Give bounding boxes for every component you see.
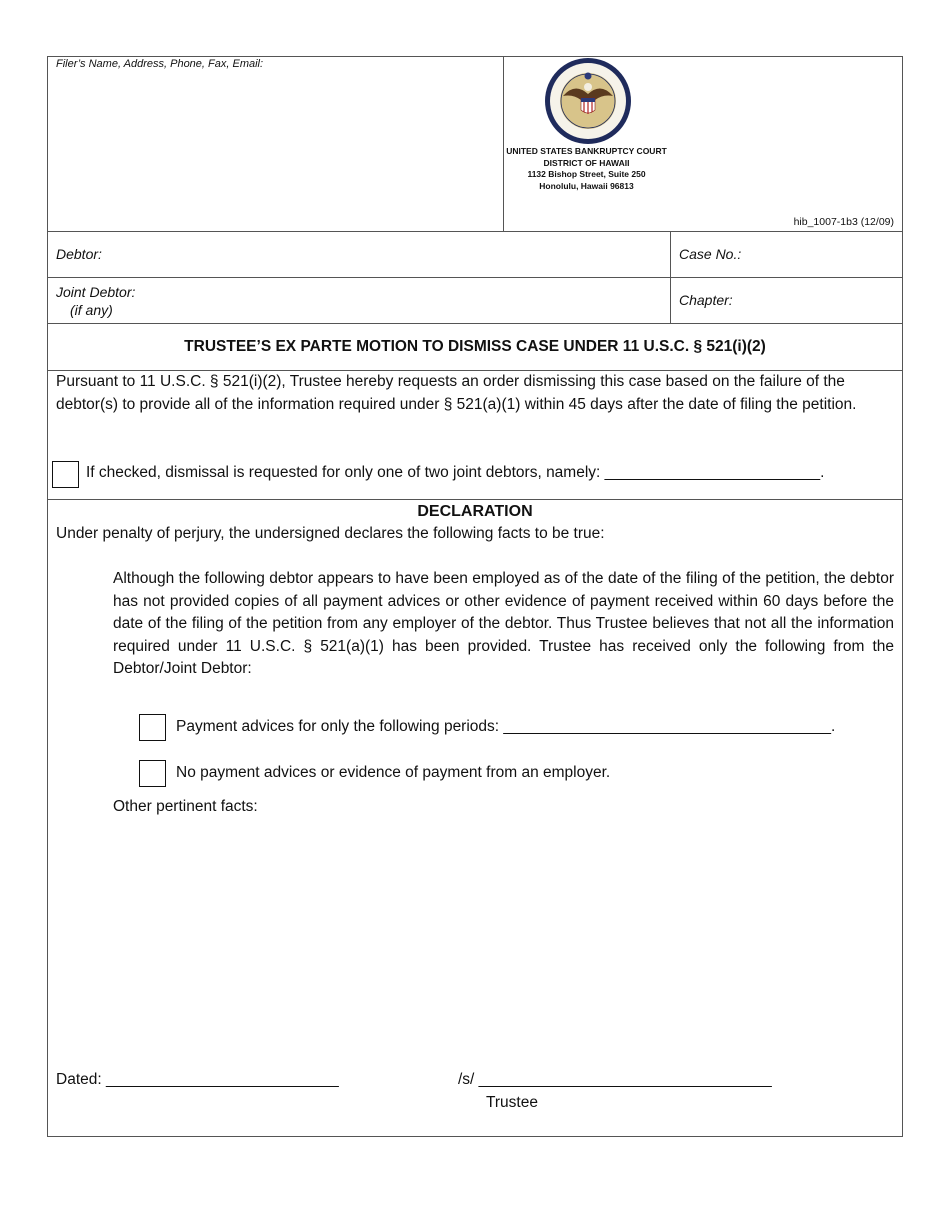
court-seal-icon (543, 56, 633, 146)
declaration-heading: DECLARATION (417, 503, 533, 520)
trustee-label: Trustee (486, 1094, 538, 1111)
dated-line[interactable]: Dated: ___________________________ (56, 1071, 339, 1088)
chapter-label: Chapter: (679, 292, 733, 308)
no-payment-label: No payment advices or evidence of payment from an employer. (176, 764, 611, 781)
filer-label: Filer’s Name, Address, Phone, Fax, Email: (56, 58, 264, 70)
rule (47, 231, 903, 232)
joint-debtor-checkbox-label: If checked, dismissal is requested for only one of two joint debtors, namely: _________________________. (86, 464, 825, 481)
no-payment-checkbox[interactable] (139, 760, 166, 787)
court-district: DISTRICT OF HAWAII (543, 157, 630, 168)
court-name: UNITED STATES BANKRUPTCY COURT (506, 146, 667, 156)
court-city: Honolulu, Hawaii 96813 (539, 180, 634, 191)
payment-periods-checkbox[interactable] (139, 714, 166, 741)
debtor-label: Debtor: (56, 246, 102, 262)
court-name-block (503, 146, 670, 192)
field-divider (670, 231, 671, 323)
joint-debtor-checkbox[interactable] (52, 461, 79, 488)
form-id: hib_1007-1b3 (12/09) (793, 216, 894, 228)
joint-debtor-label: Joint Debtor: (56, 284, 136, 300)
other-facts-label: Other pertinent facts: (113, 798, 258, 815)
declaration-intro: Under penalty of perjury, the undersigned declares the following facts to be true: (56, 525, 605, 542)
payment-periods-label: Payment advices for only the following periods: ______________________________________. (176, 718, 836, 735)
signature-line[interactable]: /s/ __________________________________ (458, 1071, 772, 1088)
motion-title: TRUSTEE’S EX PARTE MOTION TO DISMISS CASE UNDER 11 U.S.C. § 521(i)(2) (184, 338, 766, 355)
rule (47, 323, 903, 324)
court-street: 1132 Bishop Street, Suite 250 (527, 169, 646, 179)
rule (47, 277, 903, 278)
motion-paragraph: Pursuant to 11 U.S.C. § 521(i)(2), Trustee hereby requests an order dismissing this case based on the failure of the debtor(s) to provide all of the information required under § 521(a)(1) within 45 days after the date of filing the petition. (56, 373, 857, 413)
declaration-paragraph: Although the following debtor appears to have been employed as of the date of the filing of the petition, the debtor has not provided copies of all payment advices or other evidence of payment received within 60 days before the date of the filing of the petition from any employer of the debtor. Thus Trustee believes that not all the information required under 11 U.S.C. § 521(a)(1) has been provided. Trustee has received only the following from the Debtor/Joint Debtor: (113, 570, 894, 677)
joint-debtor-sub: (if any) (70, 302, 113, 318)
header-divider (503, 56, 504, 232)
case-no-label: Case No.: (679, 246, 742, 262)
rule (47, 499, 903, 500)
